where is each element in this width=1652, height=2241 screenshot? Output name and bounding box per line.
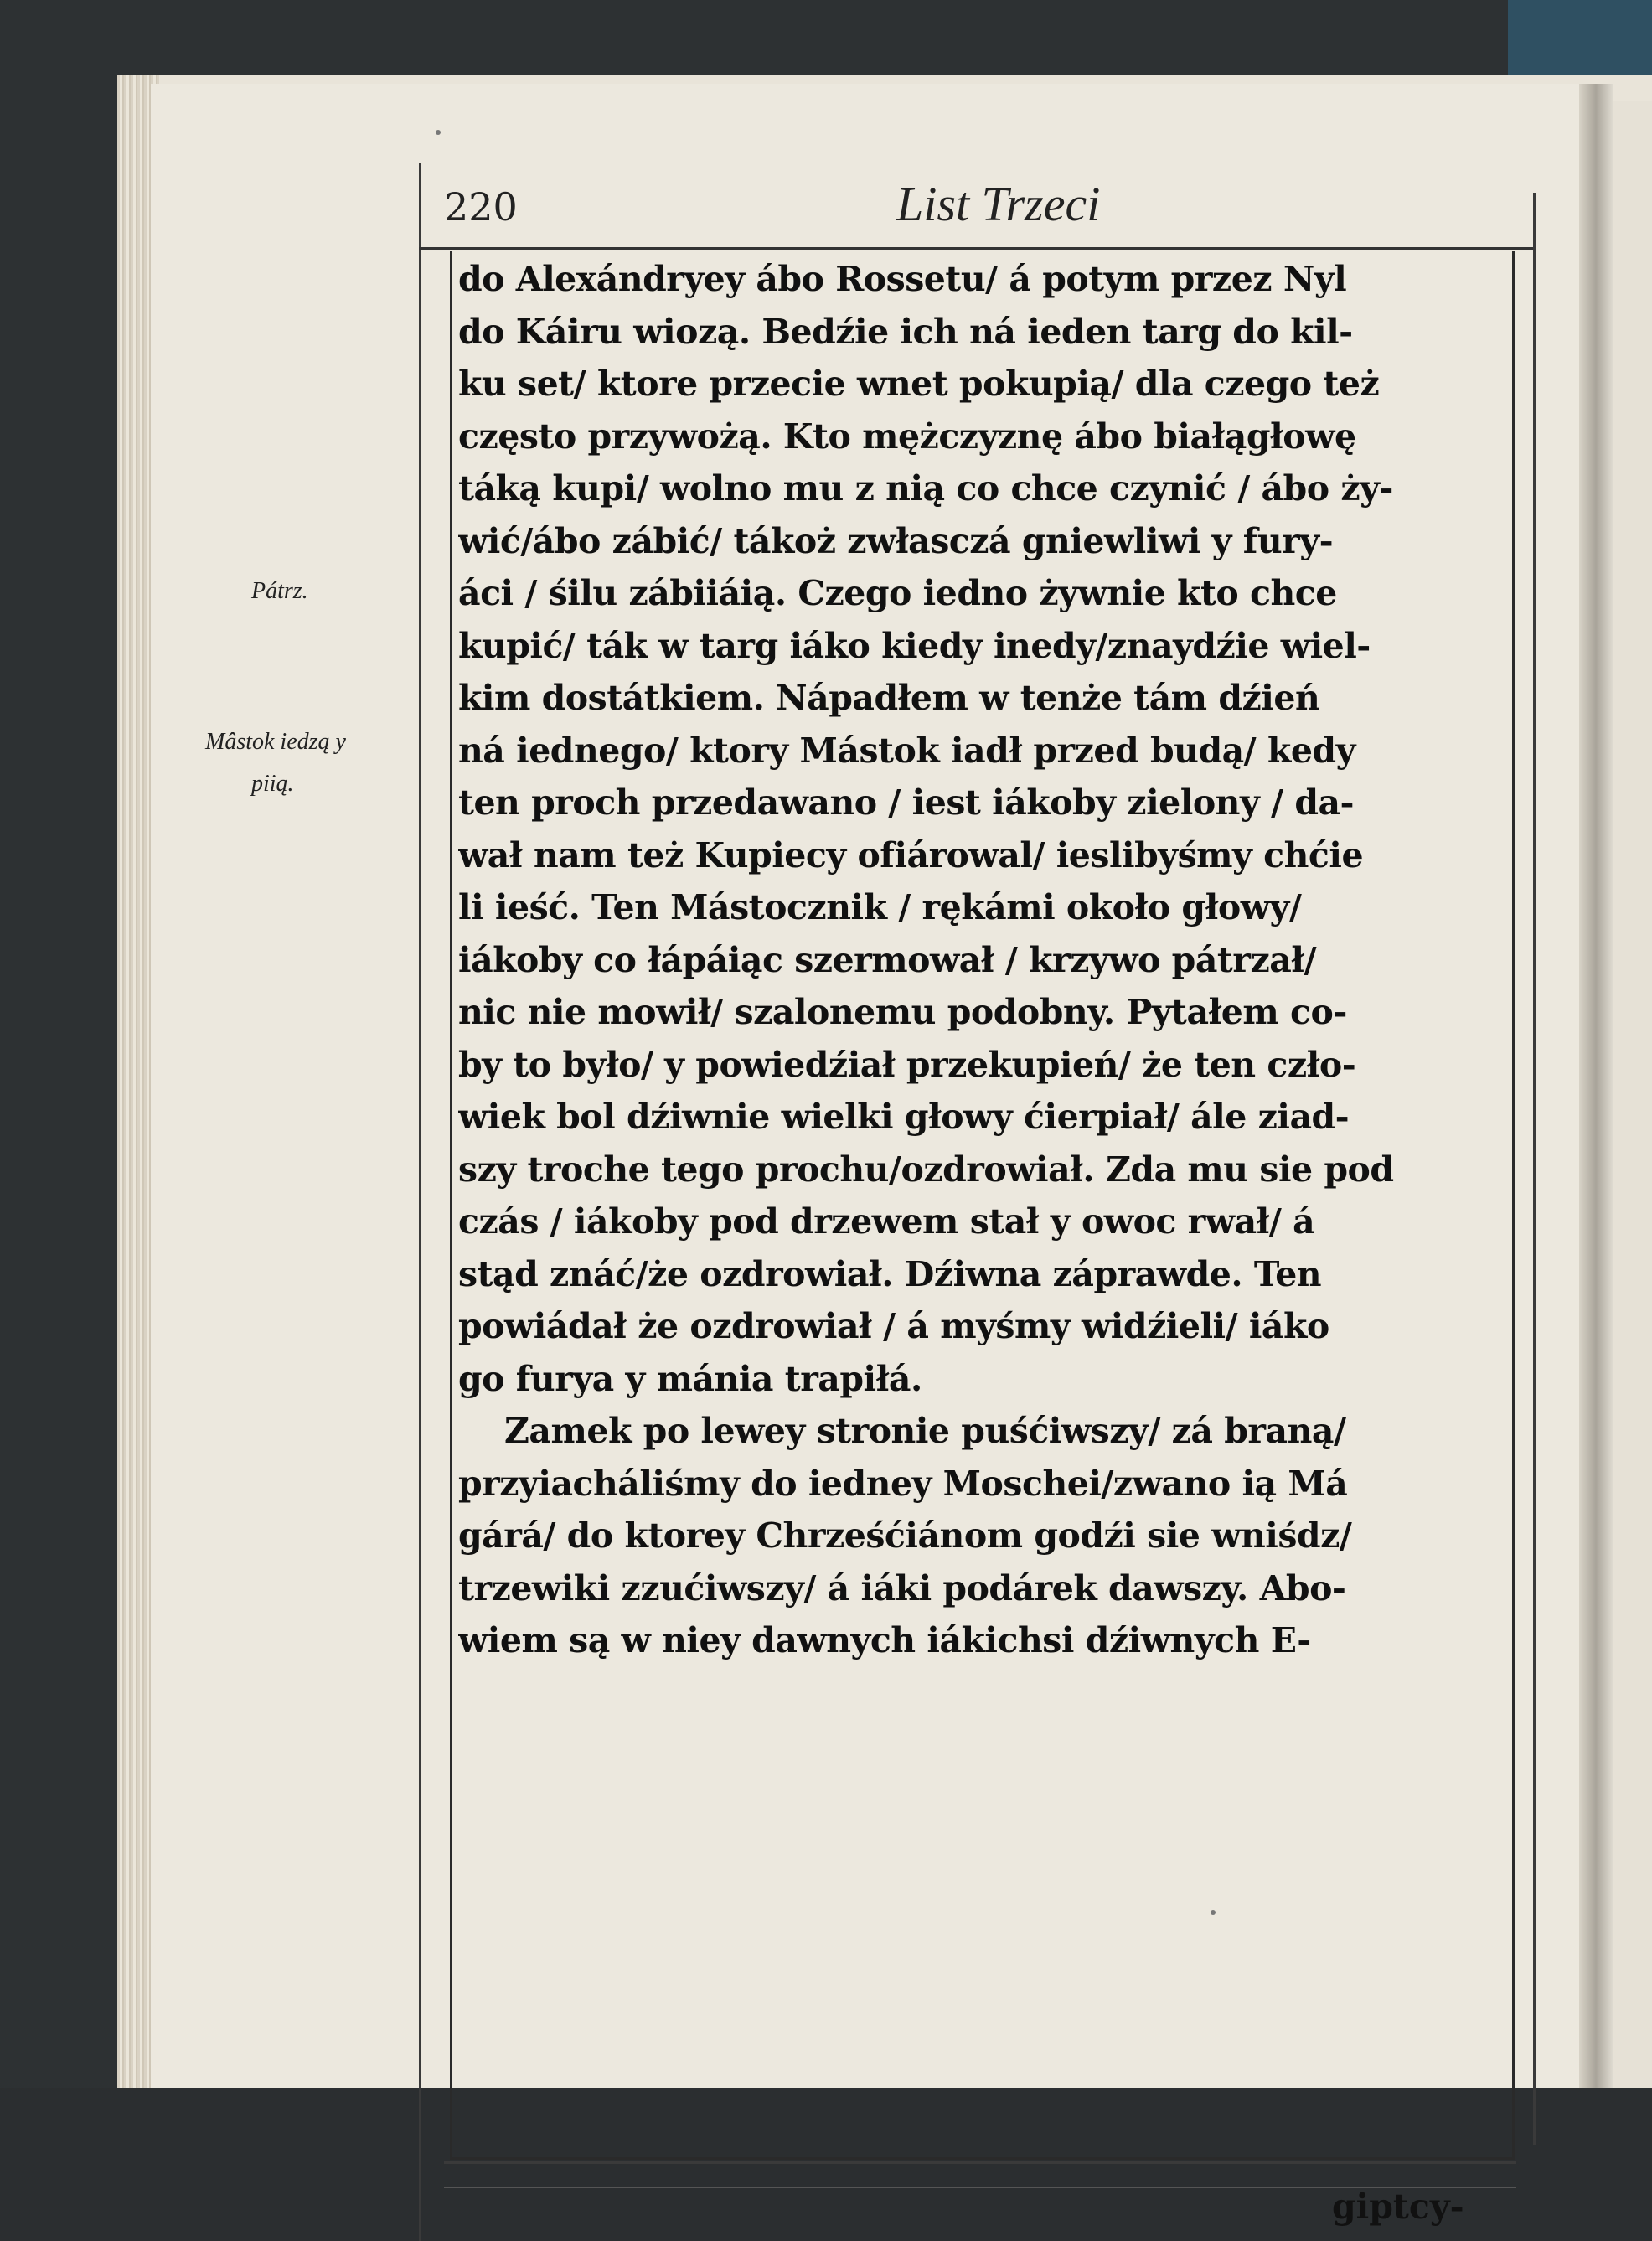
margin-note: Mâstok iedzą y bbox=[205, 729, 346, 755]
text-line: stąd znáć/że ozdrowiał. Dźiwna záprawde. Ten bbox=[458, 1253, 1322, 1294]
text-line: gárá/ do ktorey Chrześćiánom godźi sie wniśdz/ bbox=[458, 1516, 1352, 1556]
running-head bbox=[444, 176, 1525, 251]
text-line: wić/ábo zábić/ tákoż zwłasczá gniewliwi y fury- bbox=[458, 520, 1334, 561]
text-line: przyiacháliśmy do iedney Moschei/zwano ią Má bbox=[458, 1463, 1348, 1504]
text-line: czás / iákoby pod drzewem stał y owoc rwał/ á bbox=[458, 1201, 1315, 1242]
body-text bbox=[458, 253, 1505, 1667]
catchword: giptcy- bbox=[1332, 2187, 1464, 2227]
outer-rule-right bbox=[1533, 193, 1536, 2145]
text-line: kim dostátkiem. Nápadłem w tenże tám dźień bbox=[458, 678, 1320, 718]
text-line: często przywożą. Kto mężczyznę ábo białągłowę bbox=[458, 416, 1356, 457]
text-line: áci / śilu zábiiáią. Czego iedno żywnie kto chce bbox=[458, 573, 1337, 613]
text-line: táką kupi/ wolno mu z nią co chce czynić / ábo ży- bbox=[458, 468, 1393, 509]
text-line: kupić/ ták w targ iáko kiedy inedy/znaydźie wiel- bbox=[458, 625, 1371, 666]
running-title: List Trzeci bbox=[896, 177, 1101, 231]
footer-rule bbox=[444, 2161, 1516, 2164]
text-line: ten proch przedawano / iest iákoby zielony / da- bbox=[458, 782, 1355, 823]
book-gutter bbox=[1579, 84, 1613, 2088]
page-number: 220 bbox=[444, 184, 518, 230]
text-line: powiádał że ozdrowiał / á myśmy widźieli/ iáko bbox=[458, 1306, 1329, 1346]
text-line: do Alexándryey ábo Rossetu/ á potym przez Nyl bbox=[458, 259, 1347, 299]
text-line: wiem są w niey dawnych iákichsi dźiwnych E- bbox=[458, 1620, 1311, 1660]
text-line: wiek bol dźiwnie wielki głowy ćierpiał/ ále ziad- bbox=[458, 1097, 1350, 1137]
text-line: by to było/ y powiedźiał przekupień/ że ten czło- bbox=[458, 1044, 1356, 1085]
text-line: szy troche tego prochu/ozdrowiał. Zda mu sie pod bbox=[458, 1149, 1394, 1190]
margin-note: piią. bbox=[251, 771, 294, 797]
facing-page-edge bbox=[1613, 101, 1652, 2088]
text-line: ku set/ ktore przecie wnet pokupią/ dla czego też bbox=[458, 364, 1380, 404]
text-line: Zamek po lewey stronie puśćiwszy/ zá braną/ bbox=[504, 1411, 1346, 1451]
text-line: go furya y mánia trapiłá. bbox=[458, 1358, 922, 1399]
text-line: nic nie mowił/ szalonemu podobny. Pytałem co- bbox=[458, 992, 1347, 1032]
ink-speck bbox=[436, 130, 441, 135]
text-line: iákoby co łápáiąc szermował / krzywo pátrzał/ bbox=[458, 939, 1317, 980]
outer-rule-left bbox=[419, 163, 421, 2241]
text-line: wał nam też Kupiecy ofiárowal/ ieslibyśmy chćie bbox=[458, 834, 1364, 875]
text-line: trzewiki zzućiwszy/ á iáki podárek dawszy. Abo- bbox=[458, 1567, 1346, 1608]
text-line: li ieść. Ten Mástocznik / rękámi około głowy/ bbox=[458, 887, 1302, 927]
text-line: do Káiru wiozą. Bedźie ich ná ieden targ do kil- bbox=[458, 311, 1353, 352]
head-rule bbox=[419, 247, 1533, 250]
margin-note: Pátrz. bbox=[251, 578, 308, 604]
text-line: ná iednego/ ktory Mástok iadł przed budą/ kedy bbox=[458, 730, 1355, 771]
